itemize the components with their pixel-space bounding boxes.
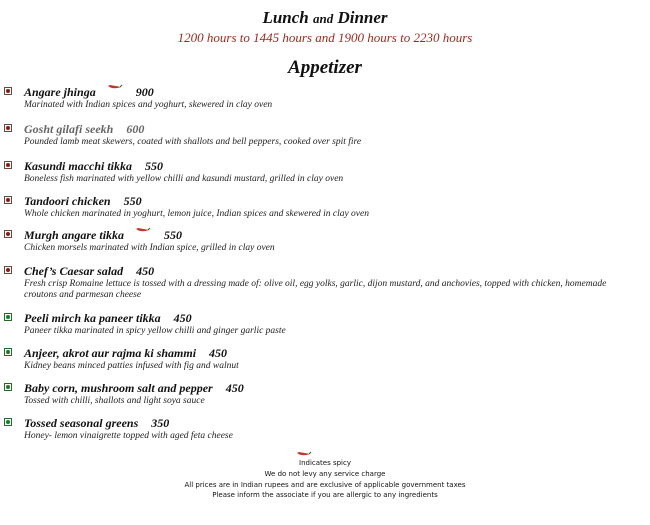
item-name: Tandoori chicken bbox=[24, 194, 111, 208]
item-price: 550 bbox=[164, 228, 183, 242]
item-price: 350 bbox=[151, 416, 170, 430]
veg-marker-icon bbox=[4, 348, 12, 356]
item-name: Kasundi macchi tikka bbox=[24, 159, 133, 173]
nonveg-marker-icon bbox=[4, 87, 12, 95]
item-name: Angare jhinga bbox=[24, 85, 96, 99]
item-price: 450 bbox=[173, 311, 192, 325]
item-name: Gosht gilafi seekh bbox=[24, 122, 114, 136]
section-title: Appetizer bbox=[288, 57, 362, 78]
prices-note: All prices are in Indian rupees and are exclusive of applicable government taxes bbox=[184, 481, 466, 489]
veg-marker-icon bbox=[4, 418, 12, 426]
item-price: 450 bbox=[209, 346, 228, 360]
nonveg-marker-icon bbox=[4, 230, 12, 238]
item-description: Tossed with chilli, shallots and light soya sauce bbox=[24, 396, 205, 406]
item-name: Baby corn, mushroom salt and pepper bbox=[24, 381, 213, 395]
chili-icon bbox=[107, 83, 123, 91]
nonveg-marker-icon bbox=[4, 124, 12, 132]
item-description: Boneless fish marinated with yellow chilli and kasundi mustard, grilled in clay oven bbox=[24, 174, 344, 184]
item-name: Peeli mirch ka paneer tikka bbox=[24, 311, 161, 325]
item-price: 900 bbox=[135, 85, 154, 99]
menu-title bbox=[0, 8, 650, 28]
item-price: 450 bbox=[225, 381, 244, 395]
nonveg-marker-icon bbox=[4, 266, 12, 274]
item-description: Paneer tikka marinated in spicy yellow chilli and ginger garlic paste bbox=[24, 326, 286, 336]
spicy-legend: Indicates spicy bbox=[299, 459, 351, 467]
allergy-note: Please inform the associate if you are allergic to any ingredients bbox=[212, 491, 438, 499]
title-and: and bbox=[312, 11, 334, 26]
title-dinner: Dinner bbox=[337, 8, 388, 27]
item-name: Murgh angare tikka bbox=[24, 228, 125, 242]
item-description: Honey- lemon vinaigrette topped with aged feta cheese bbox=[24, 431, 233, 441]
chili-icon bbox=[135, 226, 151, 234]
title-lunch: Lunch bbox=[262, 8, 309, 27]
service-hours: 1200 hours to 1445 hours and 1900 hours to 2230 hours bbox=[177, 30, 473, 45]
item-description bbox=[24, 279, 634, 301]
item-price: 550 bbox=[145, 159, 164, 173]
item-name: Anjeer, akrot aur rajma ki shammi bbox=[24, 346, 197, 360]
nonveg-marker-icon bbox=[4, 196, 12, 204]
item-description: Kidney beans minced patties infused with fig and walnut bbox=[24, 361, 239, 371]
service-charge-note: We do not levy any service charge bbox=[264, 470, 386, 478]
item-description: Whole chicken marinated in yoghurt, lemon juice, Indian spices and skewered in clay oven bbox=[24, 209, 369, 219]
item-price: 600 bbox=[126, 122, 145, 136]
item-price: 450 bbox=[136, 264, 155, 278]
item-description: Marinated with Indian spices and yoghurt, skewered in clay oven bbox=[24, 100, 273, 110]
item-description: Chicken morsels marinated with Indian spice, grilled in clay oven bbox=[24, 243, 275, 253]
item-price: 550 bbox=[123, 194, 142, 208]
item-name: Chef’s Caesar salad bbox=[24, 264, 124, 278]
nonveg-marker-icon bbox=[4, 161, 12, 169]
item-description: Pounded lamb meat skewers, coated with shallots and bell peppers, cooked over spit fire bbox=[24, 137, 362, 147]
item-name: Tossed seasonal greens bbox=[24, 416, 139, 430]
chili-icon bbox=[296, 450, 312, 458]
veg-marker-icon bbox=[4, 313, 12, 321]
item-description-line: Fresh crisp Romaine lettuce is tossed with a dressing made of: olive oil, egg yolks, garlic, dijon mustard, and anchovies, topped with chicken, homemade bbox=[24, 279, 607, 289]
veg-marker-icon bbox=[4, 383, 12, 391]
item-description-line: croutons and parmesan cheese bbox=[24, 290, 142, 300]
